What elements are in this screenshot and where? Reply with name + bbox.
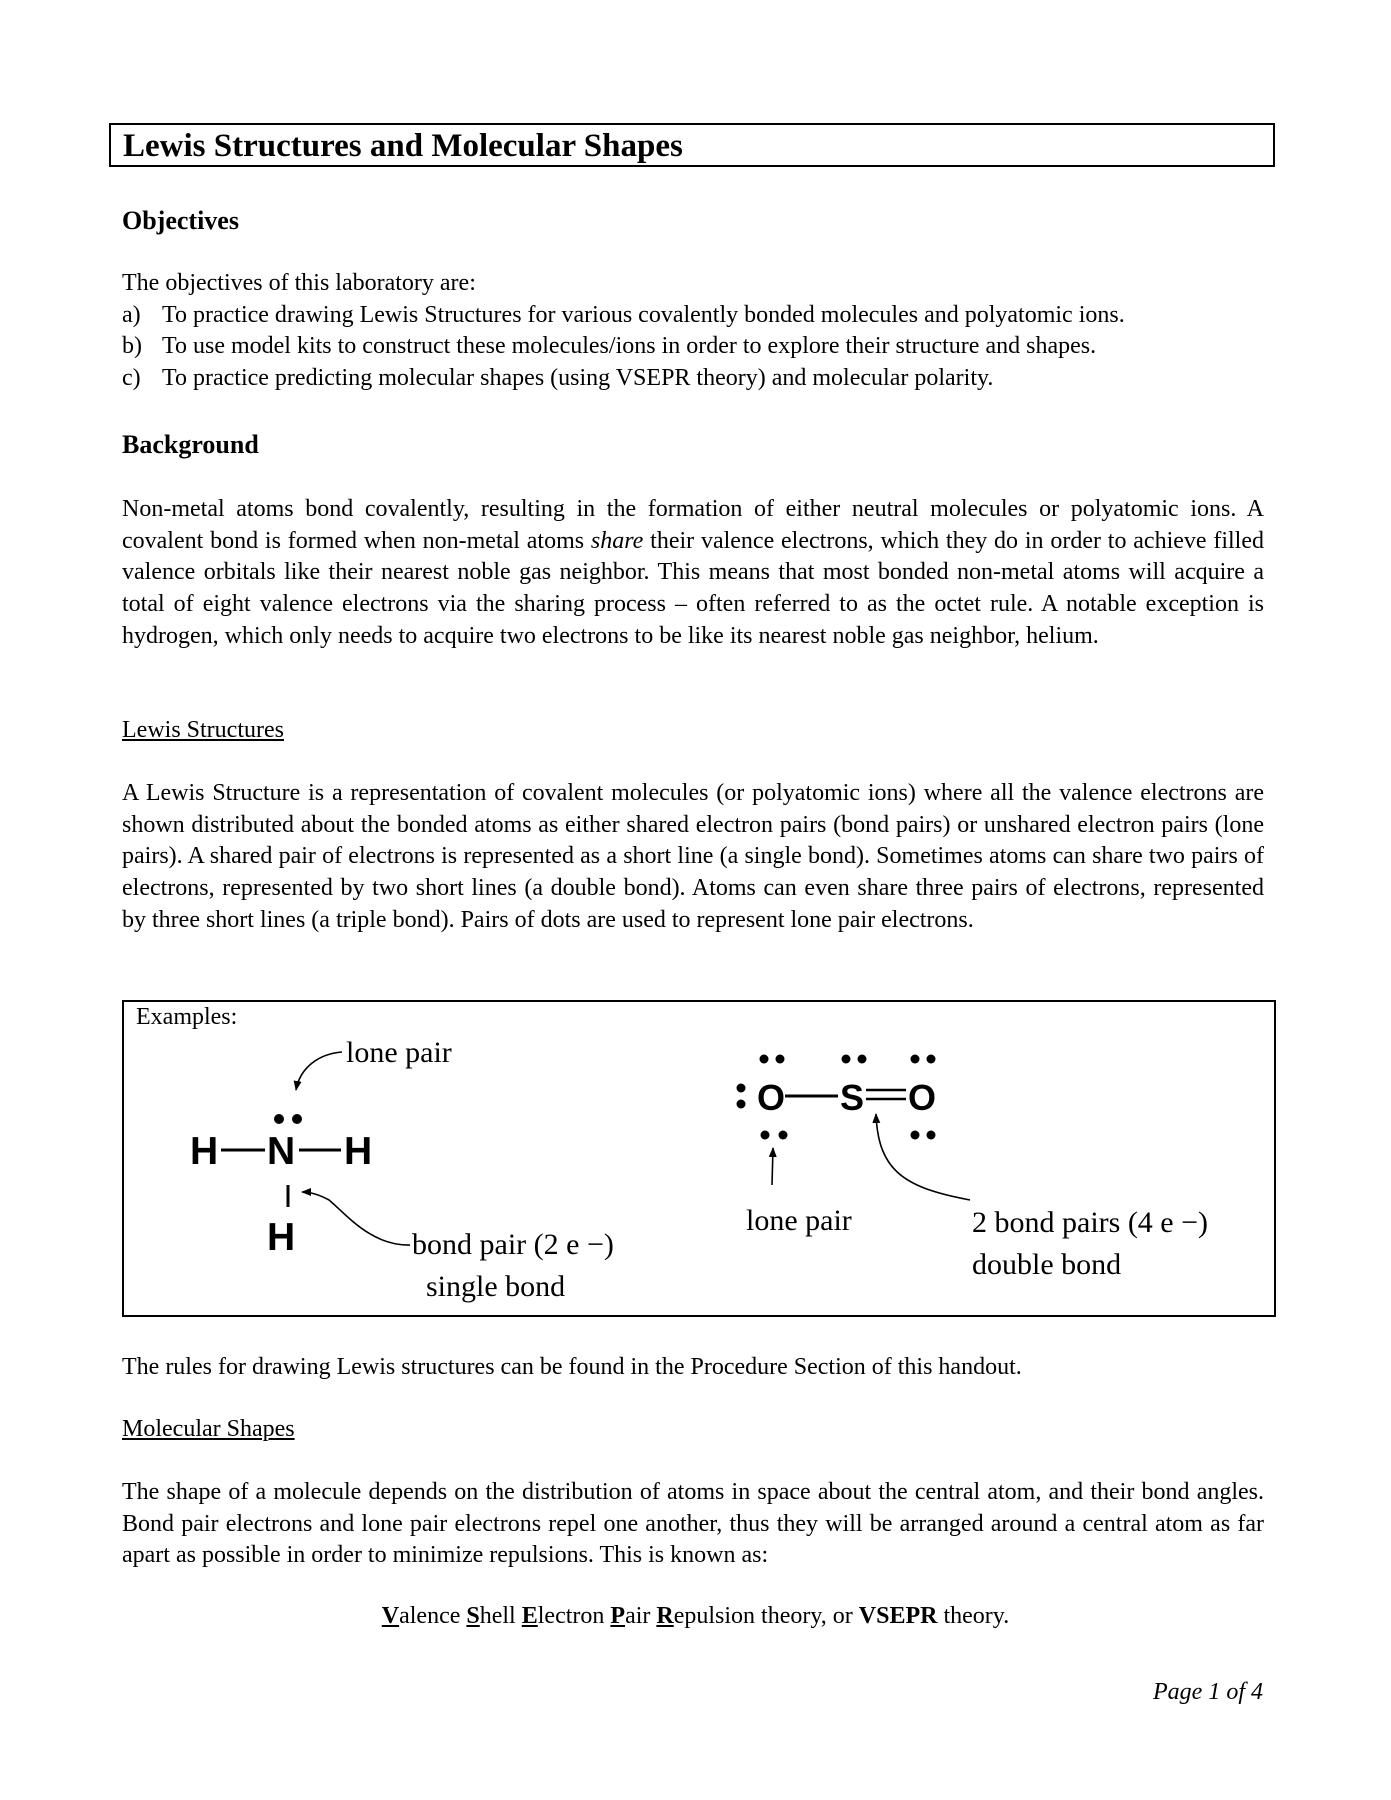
lone-pair-dot: [737, 1084, 746, 1093]
list-marker: a): [122, 301, 141, 328]
atom-o-left: O: [757, 1077, 786, 1118]
title-box: [109, 123, 1275, 167]
objectives-heading: Objectives: [122, 206, 239, 235]
background-text-a: Non-metal atoms bond covalently, resulting in the formation of either neutral molecules or polyatomic ions. A covalent bond is formed when non-metal atoms: [122, 496, 1264, 554]
vsepr-word: air: [625, 1603, 657, 1629]
atom-n: N: [267, 1130, 296, 1173]
examples-figure: [124, 1002, 1274, 1315]
lewis-paragraph: A Lewis Structure is a representation of covalent molecules (or polyatomic ions) where all the valence electrons are shown distributed about the bonded atoms as either shared electron pairs (bond pairs) or unshared electron pairs (lone pairs). A shared pair of electrons is represented as a short line (a single bond). Sometimes atoms can share two pairs of electrons, represented by two short lines (a double bond). Atoms can even share three pairs of electrons, represented by three short lines (a triple bond). Pairs of dots are used to represent lone pair electrons.: [122, 780, 1264, 933]
lone-pair-dot: [911, 1131, 920, 1140]
vsepr-word: theory.: [937, 1603, 1010, 1629]
objectives-intro: The objectives of this laboratory are:: [122, 270, 476, 296]
background-paragraph: [122, 494, 1264, 653]
list-item-text: To practice drawing Lewis Structures for various covalently bonded molecules and polyatomic ions.: [162, 301, 1125, 328]
list-marker: c): [122, 364, 141, 391]
page-title: Lewis Structures and Molecular Shapes: [123, 128, 683, 164]
vsepr-letter-v: V: [381, 1603, 400, 1629]
lone-pair-dot: [779, 1131, 788, 1140]
lone-pair-dot: [760, 1055, 769, 1064]
ammonia-structure: [190, 1036, 614, 1303]
rules-note: The rules for drawing Lewis structures can be found in the Procedure Section of this handout.: [122, 1354, 1022, 1380]
molecular-shapes-paragraph: The shape of a molecule depends on the distribution of atoms in space about the central atom, and their bond angles. Bond pair electrons and lone pair electrons repel one another, thus they will be arranged around a central atom as far apart as possible in order to minimize repulsions. This is known as:: [122, 1479, 1264, 1569]
page-number: Page 1 of 4: [1153, 1679, 1263, 1705]
vsepr-acronym: VSEPR: [858, 1603, 938, 1629]
lone-pair-dot: [927, 1131, 936, 1140]
atom-s: S: [840, 1077, 865, 1118]
examples-box: [122, 1000, 1276, 1317]
vsepr-word: lectron: [537, 1603, 611, 1629]
list-item: [122, 331, 1125, 363]
lone-pair-arrow: [296, 1052, 342, 1090]
background-heading: Background: [122, 430, 259, 459]
lone-pair-dot: [911, 1055, 920, 1064]
lone-pair-dot: [842, 1055, 851, 1064]
vsepr-word: hell: [479, 1603, 522, 1629]
list-marker: b): [122, 333, 142, 359]
list-item-text: To practice predicting molecular shapes (using VSEPR theory) and molecular polarity.: [162, 364, 994, 391]
vsepr-letter-e: E: [521, 1603, 538, 1629]
background-text-b: their valence electrons, which they do in order to achieve filled valence orbitals like their nearest noble gas neighbor. This means that most bonded non-metal atoms will acquire a total of eight valence electrons via the sharing process – often referred to as the octet rule. A notable exception is hydrogen, which only needs to acquire two electrons to be like its nearest noble gas neighbor, helium.: [122, 527, 1264, 649]
lone-pair-dot: [292, 1114, 302, 1124]
vsepr-word: alence: [399, 1603, 467, 1629]
vsepr-word: epulsion theory, or: [673, 1603, 859, 1629]
so2-lone-pair-label: lone pair: [746, 1204, 852, 1237]
so2-lone-pair-arrow: [772, 1148, 773, 1185]
atom-h-right: H: [344, 1130, 373, 1173]
vsepr-letter-s: S: [466, 1603, 480, 1629]
examples-label: Examples:: [136, 1004, 238, 1030]
vsepr-letter-r: R: [656, 1603, 674, 1629]
lone-pair-dot: [274, 1114, 284, 1124]
atom-h-left: H: [190, 1130, 219, 1173]
lewis-structures-heading: Lewis Structures: [122, 717, 284, 743]
vsepr-line: [0, 1603, 1391, 1630]
sulfur-dioxide-structure: [737, 1055, 1209, 1282]
background-emphasis: share: [590, 527, 644, 554]
bond-pair-arrow: [302, 1192, 410, 1245]
lone-pair-dot: [761, 1131, 770, 1140]
molecular-shapes-heading: Molecular Shapes: [122, 1416, 295, 1442]
bond-pairs-label: 2 bond pairs (4 e −): [972, 1206, 1209, 1239]
bond-pair-label: bond pair (2 e −): [412, 1228, 614, 1261]
list-item: [122, 363, 1125, 395]
list-item-text: To use model kits to construct these molecules/ions in order to explore their structure and shapes.: [162, 333, 1097, 359]
lone-pair-dot: [927, 1055, 936, 1064]
atom-o-right: O: [908, 1077, 937, 1118]
nh3-lone-pair-label: lone pair: [346, 1036, 452, 1069]
lone-pair-dot: [858, 1055, 867, 1064]
lone-pair-dot: [737, 1100, 746, 1109]
atom-h-bottom: H: [267, 1216, 296, 1259]
objectives-list: [122, 268, 1125, 394]
single-bond-label: single bond: [426, 1270, 566, 1303]
vsepr-letter-p: P: [610, 1603, 626, 1629]
bond-pairs-arrow: [876, 1114, 970, 1200]
double-bond-label: double bond: [972, 1248, 1122, 1281]
list-item: [122, 300, 1125, 332]
lone-pair-dot: [776, 1055, 785, 1064]
